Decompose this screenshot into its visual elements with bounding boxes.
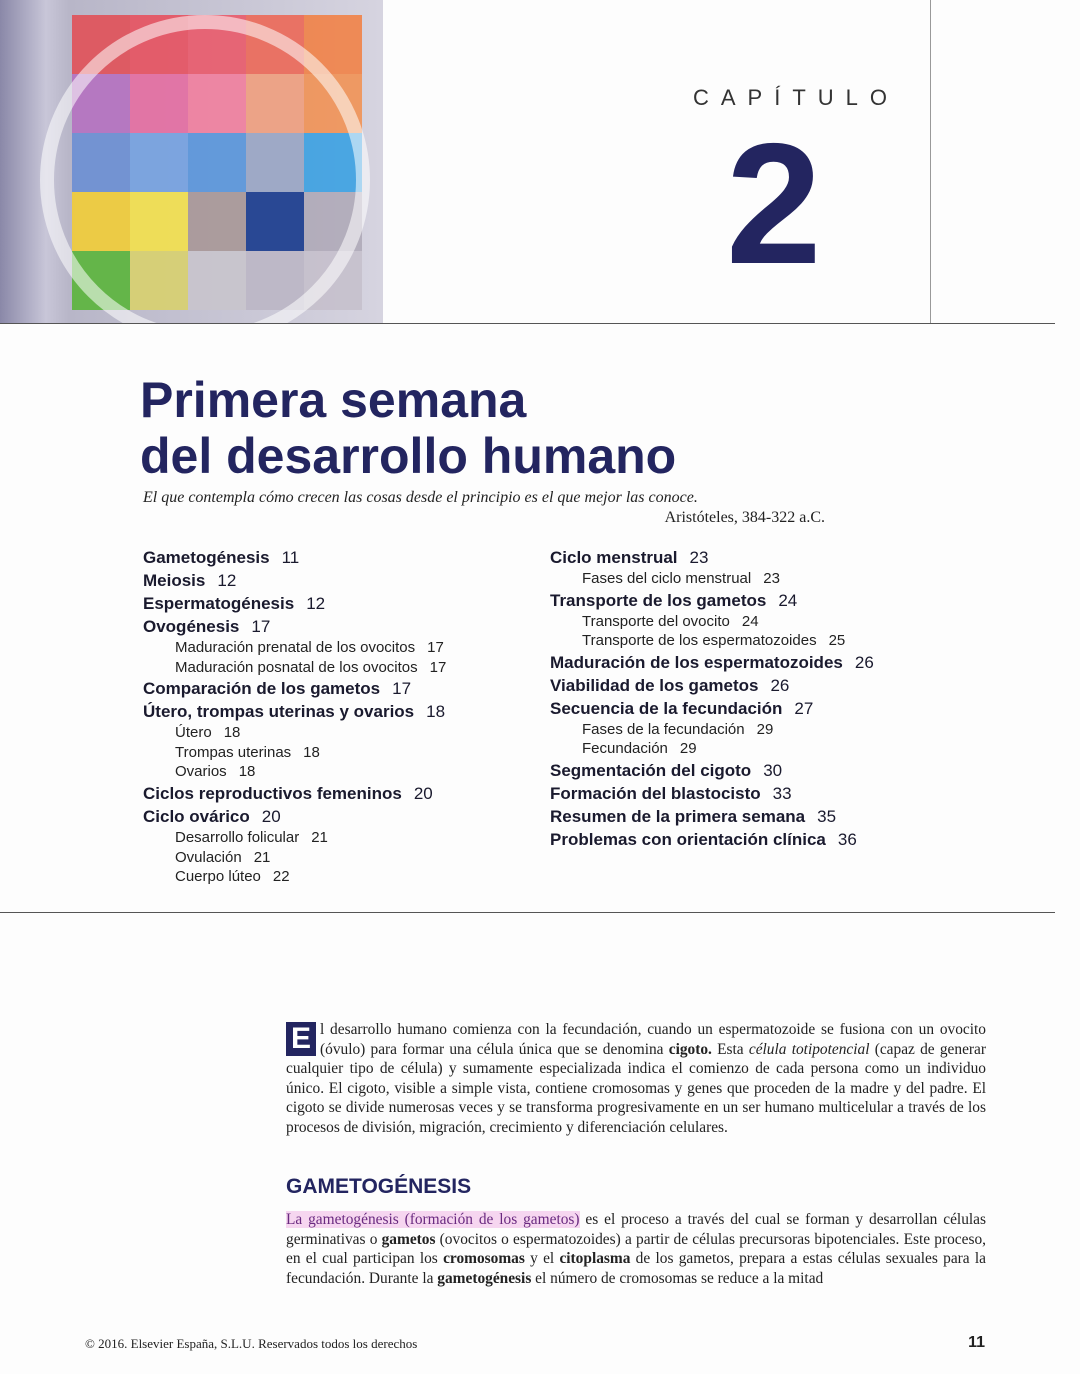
toc-label: Secuencia de la fecundación — [550, 698, 783, 718]
toc-entry — [143, 867, 446, 887]
epigraph-author: Aristóteles, 384-322 a.C. — [664, 509, 825, 526]
toc-entry — [550, 631, 874, 651]
toc-page: 21 — [311, 828, 328, 846]
toc-label: Ovarios — [175, 763, 227, 781]
toc-page: 25 — [828, 632, 846, 650]
toc-entry — [143, 723, 446, 743]
toc-label: Comparación de los gametos — [143, 679, 381, 699]
toc-entry — [550, 612, 874, 632]
bold-term: cigoto. — [668, 1040, 712, 1058]
bold-term: gametos — [381, 1230, 436, 1248]
text: el número de cromosomas se reduce a la mitad — [531, 1269, 824, 1287]
divider — [930, 0, 931, 323]
toc-label: Fecundación — [582, 740, 668, 758]
toc-label: Resumen de la primera semana — [550, 806, 806, 826]
toc-entry — [550, 720, 874, 740]
toc-label: Fases del ciclo menstrual — [582, 570, 752, 587]
toc-page: 27 — [794, 698, 814, 718]
drop-cap: E — [286, 1022, 316, 1056]
toc-page: 17 — [392, 679, 412, 699]
toc-entry — [143, 546, 446, 569]
toc-page: 18 — [223, 724, 241, 742]
toc-page: 23 — [763, 570, 780, 587]
intro-paragraph — [286, 1020, 986, 1138]
toc-label: Útero — [175, 724, 212, 742]
toc-label: Ciclos reproductivos femeninos — [143, 783, 402, 803]
cell-circle-graphic — [40, 15, 370, 323]
epigraph-quote: El que contempla cómo crecen las cosas desde el principio es el que mejor las conoce. — [143, 489, 698, 506]
toc-entry — [143, 743, 446, 763]
text: (ovocitos o espermatozoides) a partir de células precursoras bipotenciales. Este proceso, en el cual participan los — [286, 1230, 987, 1268]
toc-label: Espermatogénesis — [143, 594, 295, 613]
toc-label: Meiosis — [143, 571, 206, 590]
toc-page: 29 — [756, 720, 774, 738]
toc-label: Transporte de los espermatozoides — [582, 632, 817, 650]
toc-entry — [143, 848, 446, 868]
toc-page: 35 — [817, 806, 837, 826]
toc-entry — [143, 700, 446, 723]
toc-label: Fases de la fecundación — [582, 720, 745, 738]
bold-term: citoplasma — [559, 1250, 631, 1268]
toc-label: Gametogénesis — [143, 548, 270, 567]
copyright: © 2016. Elsevier España, S.L.U. Reservados todos los derechos — [85, 1336, 418, 1351]
title-line: Primera semana — [140, 372, 527, 428]
toc-entry — [550, 651, 874, 674]
text: l desarrollo humano comienza con la fecundación, cuando un espermatozoide se fusiona con un ovocito (óvulo) para formar una célula única que se denomina — [320, 1021, 986, 1058]
toc-entry — [550, 805, 874, 828]
toc-left — [143, 546, 446, 887]
toc-entry — [550, 569, 874, 589]
toc-entry — [143, 638, 446, 658]
toc-label: Ciclo ovárico — [143, 806, 250, 826]
toc-label: Desarrollo folicular — [175, 828, 300, 846]
divider — [0, 323, 1055, 324]
toc-entry — [143, 677, 446, 700]
toc-page: 24 — [778, 590, 798, 610]
toc-label: Segmentación del cigoto — [550, 760, 752, 780]
toc-label: Ovulación — [175, 848, 242, 866]
toc-entry — [143, 569, 446, 592]
toc-label: Viabilidad de los gametos — [550, 675, 759, 695]
toc-entry — [550, 739, 874, 759]
italic-term: célula totipotencial — [748, 1040, 870, 1058]
toc-label: Cuerpo lúteo — [175, 868, 261, 886]
toc-entry — [143, 762, 446, 782]
toc-entry — [550, 546, 874, 569]
toc-label: Formación del blastocisto — [550, 783, 761, 803]
toc-page: 18 — [303, 743, 320, 761]
text: de los gametos, prepara a estas células sexuales para la fecundación. Durante la — [286, 1250, 986, 1287]
toc-entry — [550, 828, 874, 851]
toc-page: 26 — [854, 652, 874, 672]
toc-page: 18 — [426, 702, 446, 722]
text: Esta — [711, 1040, 749, 1058]
toc-page: 36 — [837, 829, 857, 849]
title-line: del desarrollo humano — [140, 428, 677, 484]
bold-term: cromosomas — [443, 1250, 525, 1268]
toc-entry — [143, 615, 446, 638]
toc-entry — [143, 782, 446, 805]
toc-entry — [550, 782, 874, 805]
toc-page: 21 — [253, 848, 271, 866]
toc-entry — [143, 828, 446, 848]
toc-page: 12 — [217, 571, 237, 590]
toc-label: Ciclo menstrual — [550, 548, 678, 567]
toc-page: 24 — [741, 612, 759, 630]
toc-label: Maduración de los espermatozoides — [550, 652, 843, 672]
toc-label: Trompas uterinas — [175, 743, 292, 761]
toc-page: 12 — [306, 594, 326, 613]
toc-label: Transporte del ovocito — [582, 612, 730, 630]
toc-label: Maduración prenatal de los ovocitos — [175, 639, 416, 656]
toc-page: 17 — [251, 617, 271, 636]
toc-page: 17 — [427, 639, 444, 656]
toc-label: Ovogénesis — [143, 617, 240, 636]
section-heading: GAMETOGÉNESIS — [286, 1175, 472, 1198]
toc-page: 29 — [679, 740, 697, 758]
toc-page: 20 — [261, 806, 281, 826]
page-number: 11 — [968, 1334, 985, 1351]
toc-label: Útero, trompas uterinas y ovarios — [143, 702, 415, 722]
text: y el — [524, 1250, 560, 1268]
bold-term: gametogénesis — [437, 1269, 532, 1287]
toc-label: Transporte de los gametos — [550, 590, 767, 610]
toc-label: Maduración posnatal de los ovocitos — [175, 658, 418, 676]
toc-page: 18 — [238, 763, 256, 781]
toc-entry — [143, 592, 446, 615]
toc-entry — [143, 658, 446, 678]
toc-entry — [550, 759, 874, 782]
toc-page: 33 — [772, 783, 792, 803]
toc-entry — [550, 589, 874, 612]
section-paragraph — [286, 1210, 986, 1288]
toc-page: 17 — [429, 658, 447, 676]
toc-page: 20 — [413, 783, 433, 803]
toc-page: 23 — [689, 548, 709, 567]
divider — [0, 912, 1055, 913]
toc-right — [550, 546, 874, 851]
toc-page: 11 — [281, 548, 300, 567]
toc-entry — [550, 697, 874, 720]
chapter-illustration — [0, 0, 383, 323]
chapter-number: 2 — [726, 108, 822, 300]
toc-entry — [143, 805, 446, 828]
toc-page: 22 — [272, 868, 290, 886]
toc-page: 30 — [763, 760, 783, 780]
toc-page: 26 — [770, 675, 790, 695]
chapter-label: CAPÍTULO — [693, 85, 900, 110]
page-title — [140, 372, 676, 484]
text: es el proceso a través del cual se forman y desarrollan células germinativas o — [286, 1211, 986, 1248]
highlighted-text: La gametogénesis (formación de los gametos) — [286, 1211, 580, 1228]
toc-entry — [550, 674, 874, 697]
text: (capaz de generar cualquier tipo de célula) y sumamente especializada indica el comienzo de cada persona como un individuo único. El cigoto, visible a simple vista, contiene cromosomas y genes que proceden de la madre y del padre. El cigoto se divide numerosas veces y se transforma progresivamente en un ser humano multicelular a través de los procesos de división, migración, crecimiento y diferenciación celulares. — [286, 1040, 986, 1136]
toc-label: Problemas con orientación clínica — [550, 829, 826, 849]
